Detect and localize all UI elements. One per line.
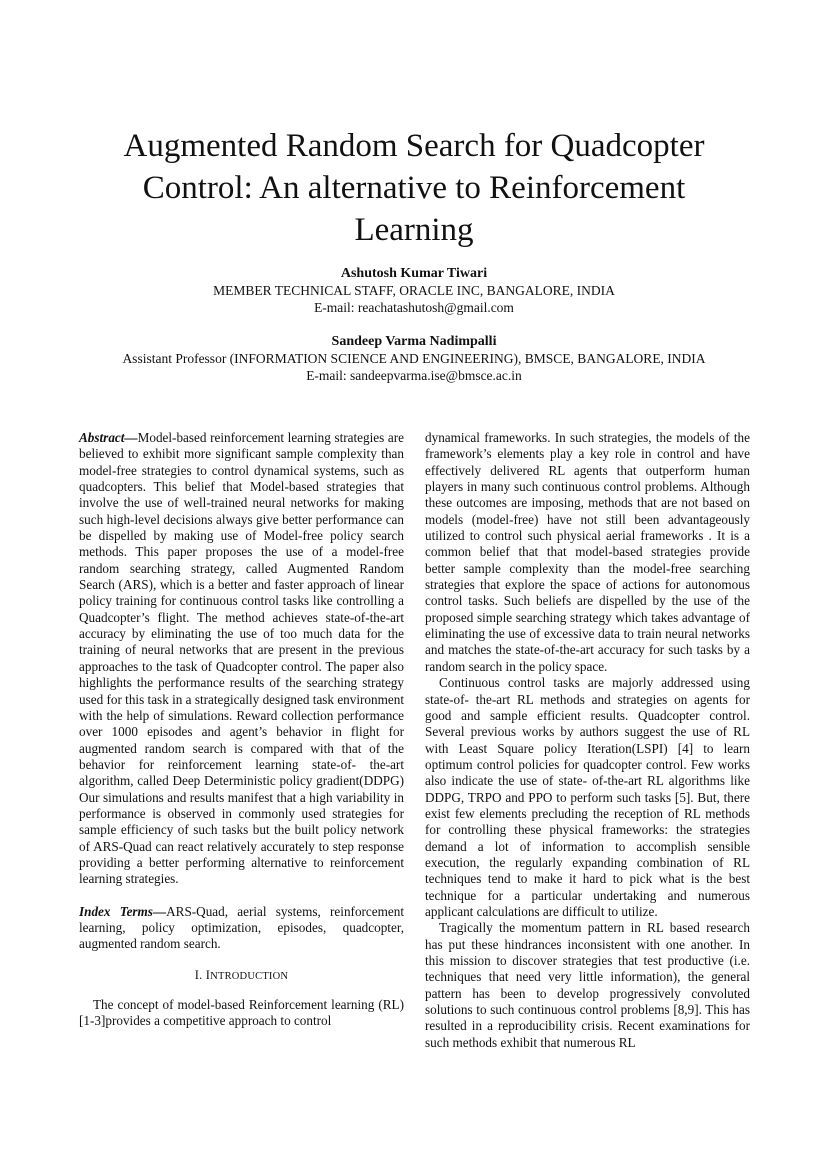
title-line: Augmented Random Search for Quadcopter: [123, 128, 705, 164]
author-name: Ashutosh Kumar Tiwari: [340, 266, 488, 281]
author-email: E-mail: reachatashutosh@gmail.com: [314, 300, 514, 315]
index-terms: [79, 904, 404, 953]
body-paragraph: The concept of model-based Reinforcement learning (RL) [1-3]provides a competitive approach to control: [79, 997, 404, 1029]
section-number: I.: [194, 967, 206, 982]
author-block: [40, 333, 788, 384]
section-heading: [79, 967, 404, 985]
title-line: Learning: [354, 212, 474, 248]
index-terms-text: ARS-Quad, aerial systems, reinforcement learning, policy optimization, episodes, quadcopter, augmented random search.: [79, 903, 404, 952]
abstract: [79, 430, 404, 888]
abstract-text: Model-based reinforcement learning strategies are believed to exhibit more significant sample complexity than model-free strategies to control dynamical systems, such as quadcopters. This belief that Model-based strategies that involve the use of well-trained neural networks for making such high-level decisions always give better performance can be dispelled by making use of Model-free policy search methods. This paper proposes the use of a model-free random searching strategy, called Augmented Random Search (ARS), which is a better and faster approach of linear policy training for continuous control tasks like controlling a Quadcopter’s flight. The method achieves state-of-the-art accuracy by eliminating the use of too much data for the training of neural networks that are present in the previous approaches to the task of Quadcopter control. The paper also highlights the performance results of the searching strategy used for this task in a strategically designed task environment with the help of simulations. Reward collection performance over 1000 episodes and agent’s behavior in flight for augmented random search is compared with that of the behavior for reinforcement learning state-of- the-art algorithm, called Deep Deterministic policy gradient(DDPG) Our simulations and results manifest that a high variability in performance is observed in commonly used strategies for sample efficiency of such tasks but the built policy network of ARS-Quad can react relatively accurately to step response providing a better performing alternative to reinforcement learning strategies.: [79, 430, 404, 887]
paper-title: [90, 125, 738, 251]
body-paragraph: Tragically the momentum pattern in RL based research has put these hindrances inconsistent with one another. In this mission to discover strategies that test productive (i.e. techniques that need very little information), the general pattern has been to develop progressively convoluted solutions to such continuous control problems [8,9]. This has resulted in a reproducibility crisis. Recent examinations for such methods exhibit that numerous RL: [425, 920, 750, 1050]
abstract-label: Abstract—: [79, 430, 138, 445]
section-initial: I: [205, 967, 211, 982]
body-paragraph: Continuous control tasks are majorly addressed using state-of- the-art RL methods and strategies on agents for good and sample efficient results. Quadcopter control. Several previous works by authors suggest the use of RL with Least Square policy Iteration(LSPI) [4] to learn optimum control policies for quadcopter control. Few works also indicate the use of state- of-the-art RL algorithms like DDPG, TRPO and PPO to perform such tasks [5]. But, there exist few elements precluding the reception of RL methods for controlling these physical frameworks: the strategies demand a lot of information to accomplish sensible execution, the regularly expanding combination of RL techniques tend to make it hard to pick what is the best technique for a particular undertaking and numerous applicant calculations are difficult to utilize.: [425, 675, 750, 919]
section-title-rest: NTRODUCTION: [210, 970, 289, 982]
author-affiliation: MEMBER TECHNICAL STAFF, ORACLE INC, BANGALORE, INDIA: [213, 283, 615, 298]
left-column: [79, 430, 404, 1030]
title-line: Control: An alternative to Reinforcement: [142, 170, 686, 206]
index-terms-label: Index Terms—: [79, 903, 167, 919]
author-block: [40, 265, 788, 316]
author-name: Sandeep Varma Nadimpalli: [331, 334, 497, 349]
right-column: [425, 430, 750, 1051]
author-email: E-mail: sandeepvarma.ise@bmsce.ac.in: [306, 368, 522, 383]
author-affiliation: Assistant Professor (INFORMATION SCIENCE AND ENGINEERING), BMSCE, BANGALORE, INDIA: [122, 351, 706, 366]
body-paragraph: dynamical frameworks. In such strategies, the models of the framework’s elements play a key role in control and have effectively delivered RL agents that outperform human players in many such continuous control problems. Although these outcomes are imposing, methods that are not based on models (model-free) have not still been advantageously utilized to control such physical aerial frameworks . It is a common belief that that model-based strategies provide better sample complexity than the model-free searching strategies that explore the space of actions for autonomous control tasks. Such beliefs are dispelled by the use of the proposed simple searching strategy which takes advantage of eliminating the use of excessive data to train neural networks and matches the state-of-the-art accuracy for such tasks by a random search in the policy space.: [425, 430, 750, 674]
